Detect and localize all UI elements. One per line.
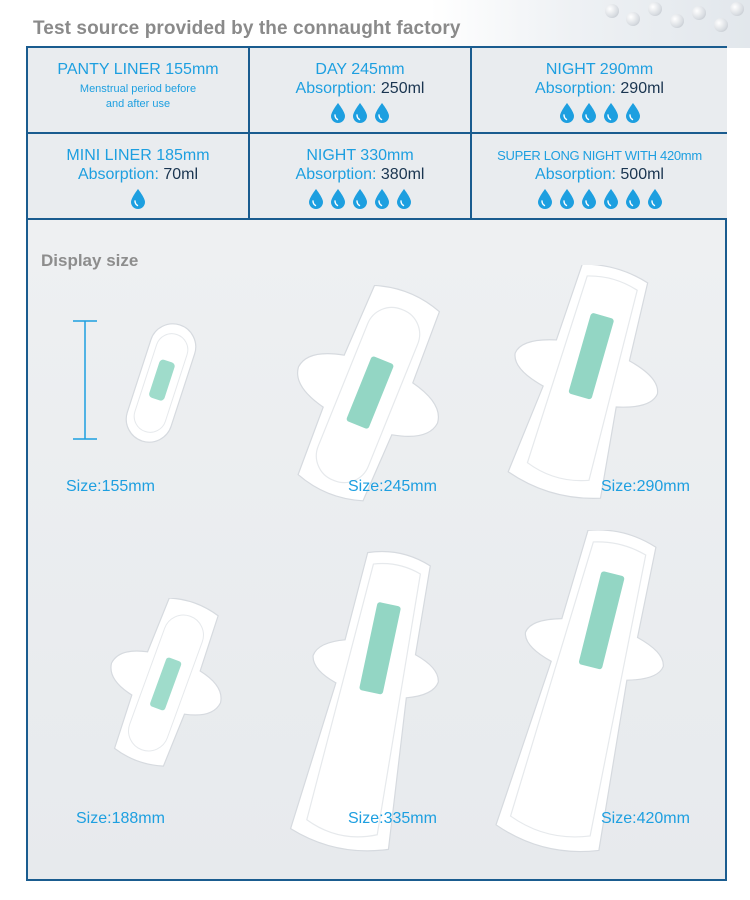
water-drop-icon (603, 189, 619, 209)
drop-rating (559, 103, 641, 123)
size-label-290: Size:290mm (601, 478, 690, 495)
spec-name: NIGHT 330mm (306, 147, 414, 164)
water-drop-icon (352, 189, 368, 209)
absorption-value: 380ml (380, 166, 425, 183)
spec-cell-night-290 (472, 48, 727, 132)
absorption-label: Absorption: (77, 166, 164, 183)
water-drop-icon (537, 189, 553, 209)
size-scale-icon (71, 320, 99, 440)
water-drop-icon (330, 189, 346, 209)
spec-name: NIGHT 290mm (545, 61, 654, 78)
decorative-beads-image (430, 0, 750, 48)
absorption-value: 70ml (163, 166, 199, 183)
size-label-188: Size:188mm (76, 810, 165, 827)
water-drop-icon (625, 103, 641, 123)
drop-rating (130, 189, 146, 209)
page-title: Test source provided by the connaught factory (33, 18, 461, 39)
absorption-value: 250ml (380, 80, 425, 97)
spec-cell-super-long-night (472, 134, 727, 218)
water-drop-icon (559, 103, 575, 123)
water-drop-icon (330, 103, 346, 123)
water-drop-icon (625, 189, 641, 209)
spec-cell-day (250, 48, 470, 132)
drop-rating (537, 189, 663, 209)
spec-note-line2: and after use (105, 98, 171, 110)
water-drop-icon (559, 189, 575, 209)
spec-cell-night-330 (250, 134, 470, 218)
spec-name: MINI LINER 185mm (66, 147, 210, 164)
water-drop-icon (130, 189, 146, 209)
size-label-155: Size:155mm (66, 478, 155, 495)
spec-cell-panty-liner (28, 48, 248, 132)
absorption-value: 500ml (620, 166, 664, 183)
size-label-245: Size:245mm (348, 478, 437, 495)
water-drop-icon (374, 189, 390, 209)
spec-absorption (78, 165, 198, 184)
water-drop-icon (647, 189, 663, 209)
spec-absorption (296, 79, 425, 98)
drop-rating (330, 103, 390, 123)
water-drop-icon (603, 103, 619, 123)
sanitary-pad-image (96, 598, 236, 768)
spec-absorption (535, 165, 664, 184)
drop-rating (308, 189, 412, 209)
spec-cell-mini-liner (28, 134, 248, 218)
absorption-label: Absorption: (535, 166, 621, 183)
spec-name: PANTY LINER 155mm (57, 61, 219, 78)
absorption-label: Absorption: (295, 166, 381, 183)
spec-name: DAY 245mm (315, 61, 405, 78)
sanitary-pad-image (106, 318, 216, 448)
spec-note-line1: Menstrual period before (79, 83, 197, 95)
water-drop-icon (308, 189, 324, 209)
spec-name: SUPER LONG NIGHT WITH 420mm (497, 148, 702, 163)
spec-table (26, 46, 727, 220)
absorption-label: Absorption: (295, 80, 381, 97)
display-size-title: Display size (41, 251, 139, 270)
absorption-label: Absorption: (535, 80, 621, 97)
water-drop-icon (352, 103, 368, 123)
water-drop-icon (581, 189, 597, 209)
display-size-panel (26, 220, 727, 881)
absorption-value: 290ml (620, 80, 664, 97)
sanitary-pad-image (483, 265, 683, 505)
size-label-335: Size:335mm (348, 810, 437, 827)
spec-absorption (535, 79, 664, 98)
sanitary-pad-image (273, 285, 463, 505)
spec-absorption (296, 165, 425, 184)
water-drop-icon (396, 189, 412, 209)
water-drop-icon (581, 103, 597, 123)
size-label-420: Size:420mm (601, 810, 690, 827)
water-drop-icon (374, 103, 390, 123)
